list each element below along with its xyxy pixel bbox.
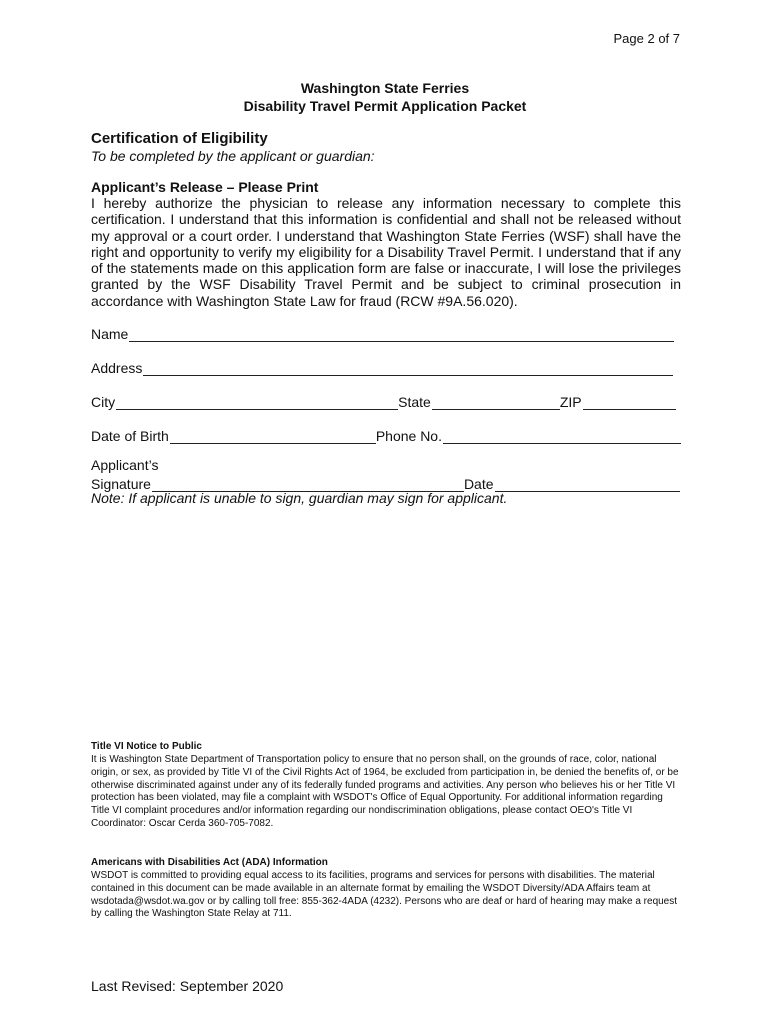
name-label: Name	[91, 326, 129, 342]
city-label: City	[91, 394, 116, 410]
state-label: State	[398, 394, 431, 410]
name-input-line[interactable]	[129, 326, 674, 342]
last-revised: Last Revised: September 2020	[91, 978, 284, 994]
dob-phone-row	[91, 426, 681, 444]
city-input-line[interactable]	[116, 394, 398, 410]
ada-body: WSDOT is committed to providing equal access to its facilities, programs and services for persons with disabilities. The material contained in this document can be made available in an alternate format by emailing the WSDOT Diversity/ADA Affairs team at wsdotada@wsdot.wa.gov or by calling toll free: 855-362-4ADA (4232). Persons who are deaf or hard of hearing may make a request by calling the Washington State Relay at 711.	[91, 870, 678, 920]
title-vi-body: It is Washington State Department of Transportation policy to ensure that no person shall, on the grounds of race, color, national origin, or sex, as provided by Title VI of the Civil Rights Act of 1964, be excluded from participation in, be denied the benefits of, or be otherwise discriminated against under any of its federally funded programs and activities. Any person who believes his or her Title VI protection has been violated, may file a complaint with WSDOT's Office of Equal Opportunity. For additional information regarding Title VI complaint procedures and/or information regarding our nondiscrimination obligations, please contact OEO's Title VI Coordinator: Oscar Cerda 360-705-7082.	[91, 754, 679, 829]
date-label: Date	[463, 476, 494, 492]
name-field-row	[91, 324, 681, 342]
phone-input-line[interactable]	[443, 428, 681, 444]
release-paragraph: I hereby authorize the physician to release any information necessary to complete this certification. I understand that this information is confidential and shall not be released without my approval or a court order. I understand that Washington State Ferries (WSF) shall have the right and opportunity to verify my eligibility for a Disability Travel Permit. I understand that if any of the statements made on this application form are false or inaccurate, I will lose the privileges granted by the WSF Disability Travel Permit and be subject to criminal prosecution in accordance with Washington State Law for fraud (RCW #9A.56.020).	[91, 195, 681, 309]
dob-input-line[interactable]	[170, 428, 376, 444]
address-label: Address	[91, 360, 143, 376]
signature-label-top: Applicant’s	[91, 457, 159, 473]
ada-heading: Americans with Disabilities Act (ADA) Information	[91, 857, 328, 868]
zip-input-line[interactable]	[583, 394, 676, 410]
document-title: Washington State Ferries	[300, 80, 470, 96]
state-input-line[interactable]	[432, 394, 560, 410]
address-field-row	[91, 358, 681, 376]
date-input-line[interactable]	[495, 476, 680, 492]
release-heading: Applicant’s Release – Please Print	[91, 179, 319, 195]
certification-subheading: To be completed by the applicant or guardian:	[91, 148, 375, 164]
document-subtitle: Disability Travel Permit Application Packet	[243, 98, 527, 114]
phone-label: Phone No.	[375, 428, 442, 444]
zip-label: ZIP	[559, 394, 582, 410]
guardian-note: Note: If applicant is unable to sign, guardian may sign for applicant.	[91, 490, 508, 506]
address-input-line[interactable]	[143, 360, 673, 376]
title-vi-heading: Title VI Notice to Public	[91, 741, 202, 752]
city-state-zip-row	[91, 392, 681, 410]
dob-label: Date of Birth	[91, 428, 169, 444]
page-number: Page 2 of 7	[613, 31, 680, 46]
certification-heading: Certification of Eligibility	[91, 130, 268, 147]
signature-label: Signature	[91, 476, 151, 492]
